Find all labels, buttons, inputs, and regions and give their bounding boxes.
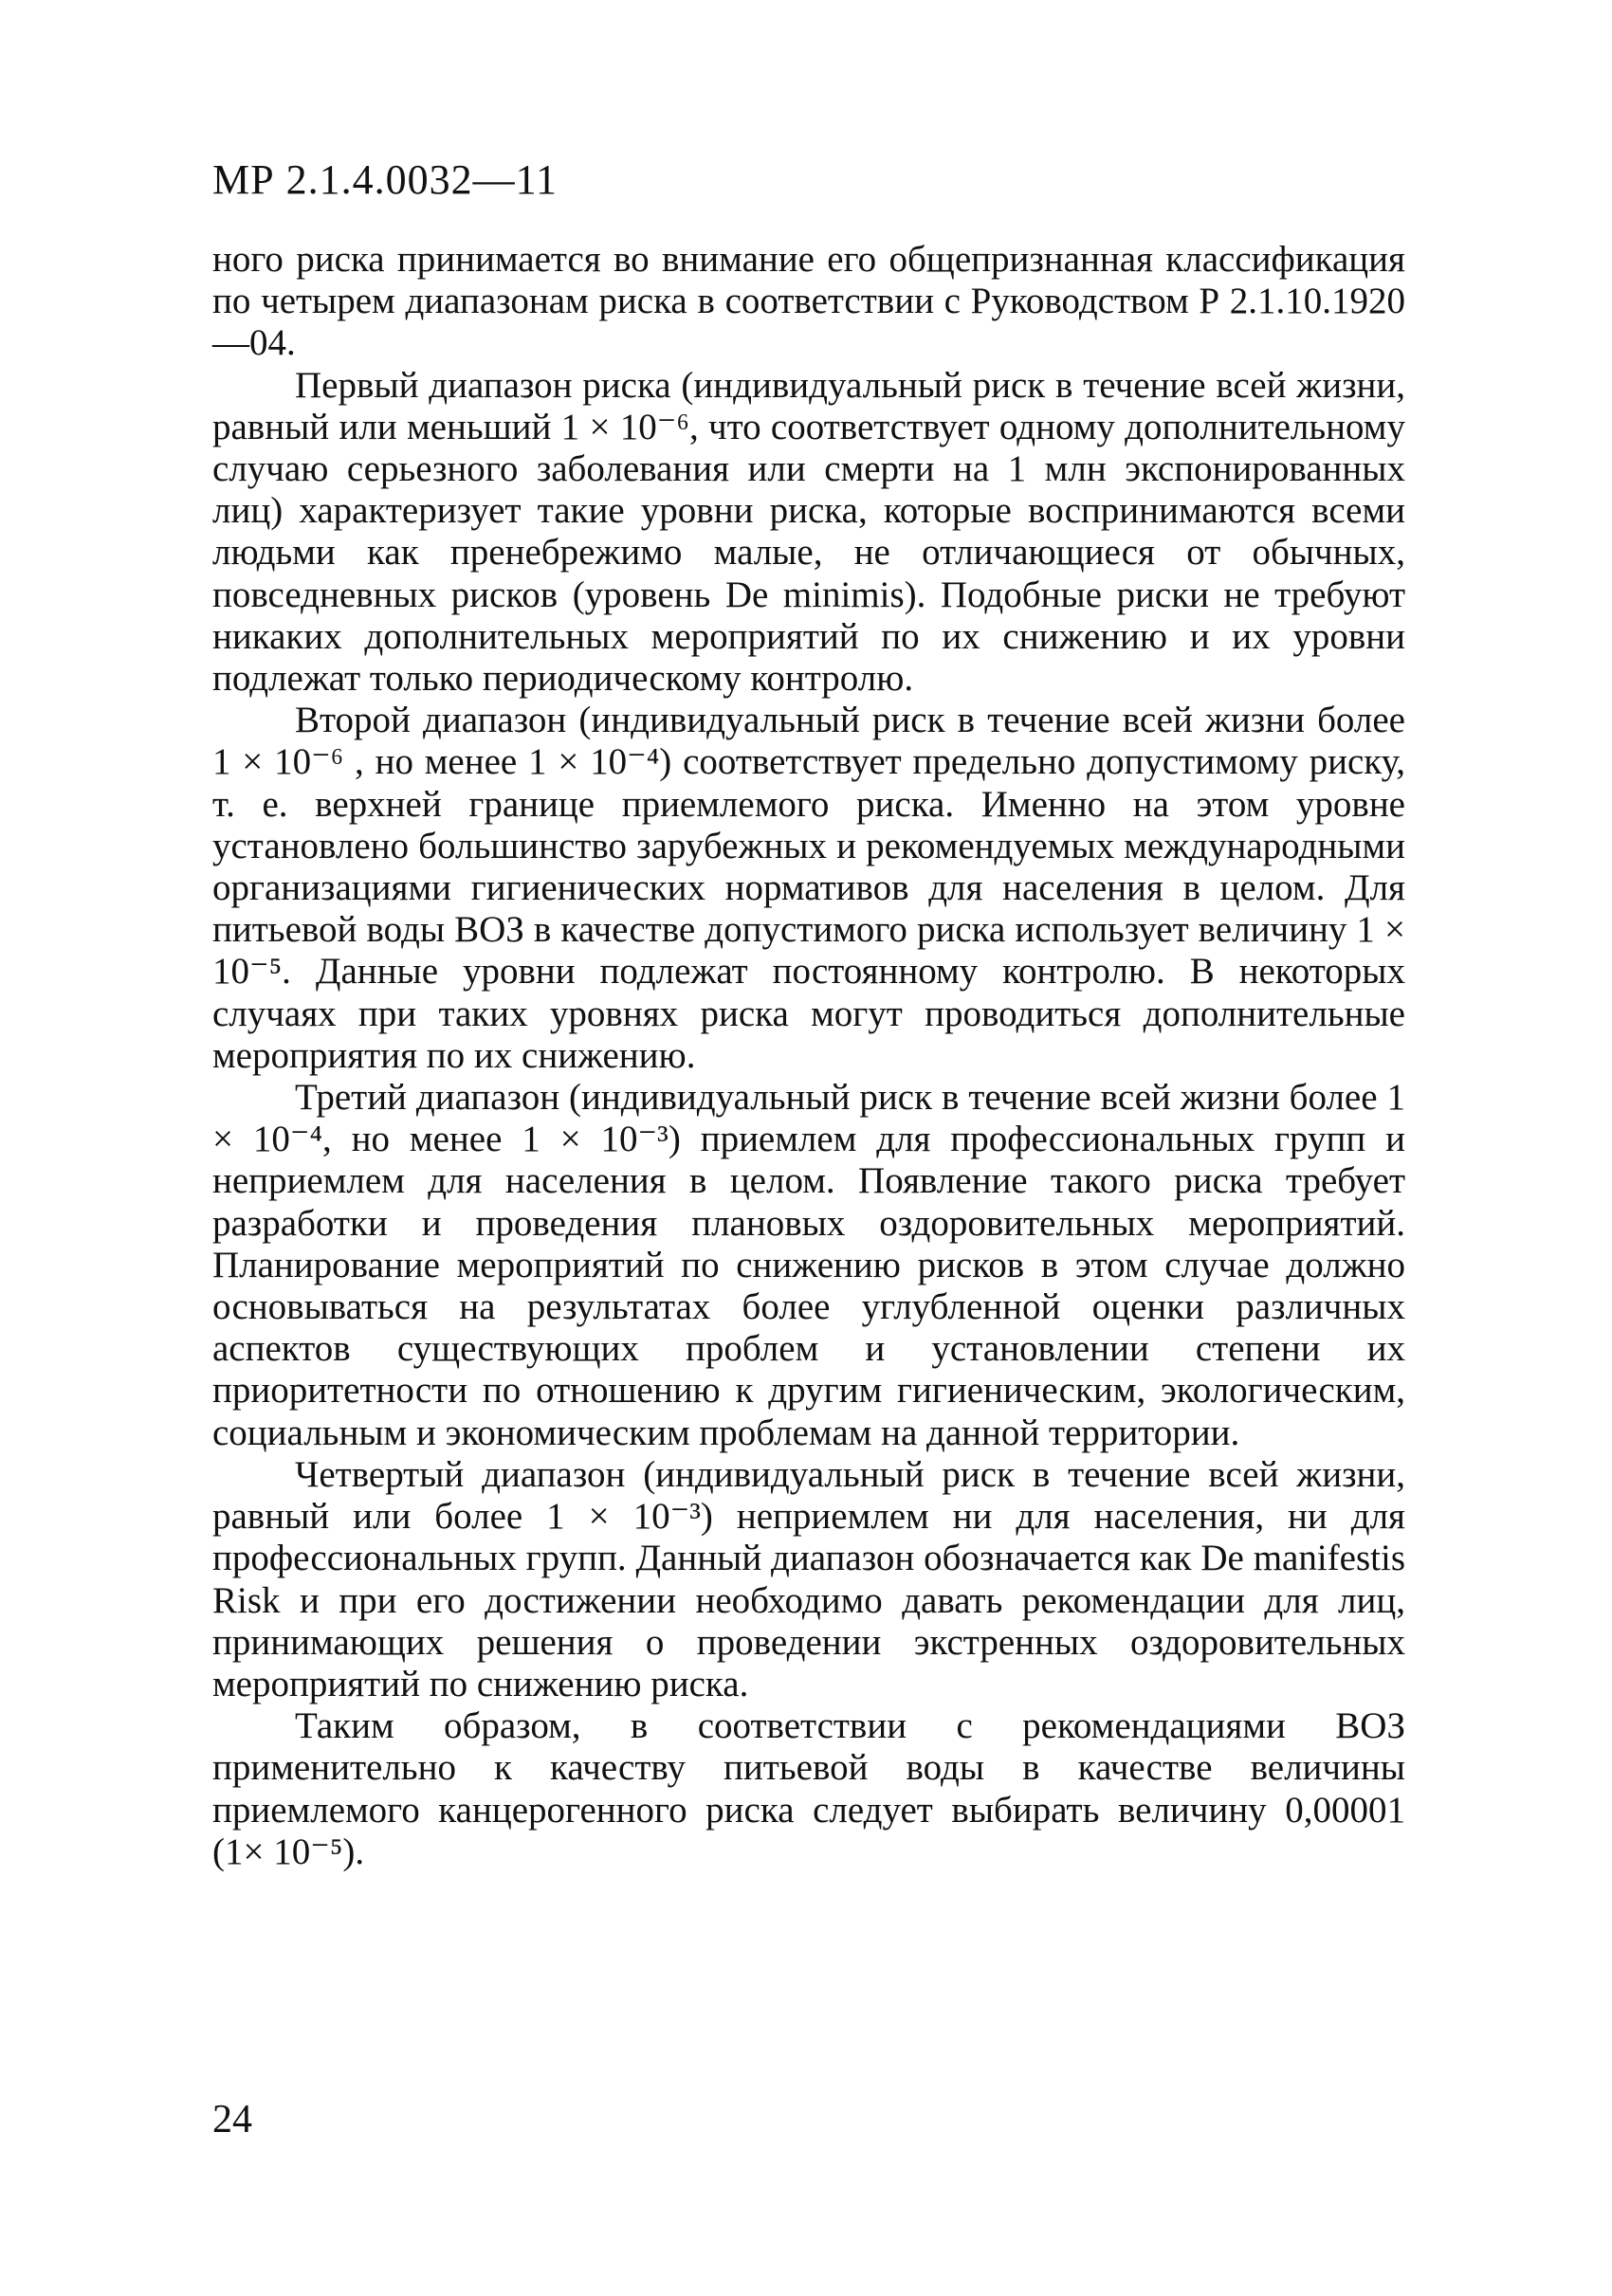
paragraph-continuation: ного риска принимается во внимание его общепризнанная классификация по четырем диапазонам риска в соответствии с Руководством Р 2.1.10.1920—04. [212,239,1405,364]
page-number: 24 [212,2098,252,2141]
paragraph-fourth-range: Четвертый диапазон (индивидуальный риск в течение всей жизни, равный или более 1 × 10⁻³) неприемлем ни для населения, ни для профессиональных групп. Данный диапазон обозначается как De manifestis Risk и при его достижении необходимо давать рекомендации для лиц, принимающих решения о проведении экстренных оздоровительных мероприятий по снижению риска. [212,1453,1405,1704]
paragraph-third-range: Третий диапазон (индивидуальный риск в течение всей жизни более 1 × 10⁻⁴, но менее 1 × 10⁻³) приемлем для профессиональных групп и неприемлем для населения в целом. Появление такого риска требует разработки и проведения плановых оздоровительных мероприятий. Планирование мероприятий по снижению рисков в этом случае должно основываться на результатах более углубленной оценки различных аспектов существующих проблем и установлении степени их приоритетности по отношению к другим гигиеническим, экологическим, социальным и экономическим проблемам на данной территории. [212,1077,1405,1453]
paragraph-conclusion: Таким образом, в соответствии с рекомендациями ВОЗ применительно к качеству питьевой воды в качестве величины приемлемого канцерогенного риска следует выбирать величину 0,00001 (1× 10⁻⁵). [212,1705,1405,1872]
paragraph-first-range: Первый диапазон риска (индивидуальный риск в течение всей жизни, равный или меньший 1 × 10⁻⁶, что соответствует одному дополнительному случаю серьезного заболевания или смерти на 1 млн экспонированных лиц) характеризует такие уровни риска, которые воспринимаются всеми людьми как пренебрежимо малые, не отличающиеся от обычных, повседневных рисков (уровень De minimis). Подобные риски не требуют никаких дополнительных мероприятий по их снижению и их уровни подлежат только периодическому контролю. [212,364,1405,700]
paragraph-second-range: Второй диапазон (индивидуальный риск в течение всей жизни более 1 × 10⁻⁶ , но менее 1 × 10⁻⁴) соответствует предельно допустимому риску, т. е. верхней границе приемлемого риска. Именно на этом уровне установлено большинство зарубежных и рекомендуемых международными организациями гигиенических нормативов для населения в целом. Для питьевой воды ВОЗ в качестве допустимого риска использует величину 1 × 10⁻⁵. Данные уровни подлежат постоянному контролю. В некоторых случаях при таких уровнях риска могут проводиться дополнительные мероприятия по их снижению. [212,700,1405,1076]
document-code-header: МР 2.1.4.0032—11 [212,156,558,203]
document-body [212,239,1405,1873]
